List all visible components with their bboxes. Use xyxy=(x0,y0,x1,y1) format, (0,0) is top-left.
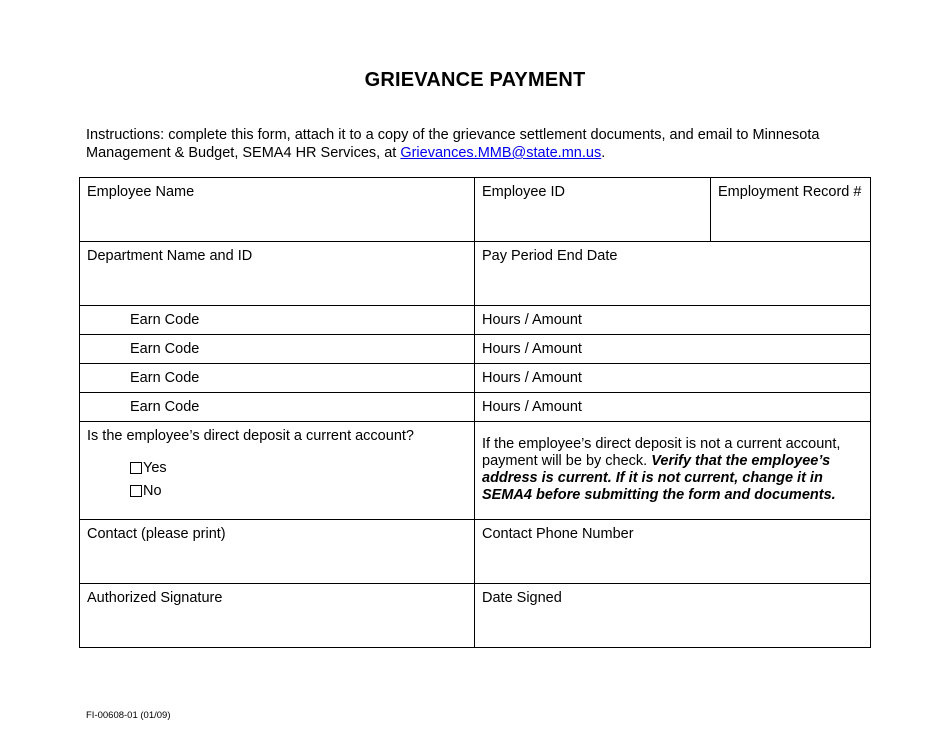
form-title: GRIEVANCE PAYMENT xyxy=(364,69,586,91)
employee-name-label: Employee Name xyxy=(87,184,195,200)
instructions-text: Instructions: complete this form, attach it to a copy of the grievance settlement documents, and email to Minnesota Management & Budget, SEMA4 HR Services, at xyxy=(86,127,820,161)
direct-deposit-note xyxy=(475,422,871,520)
hours-amount-field[interactable] xyxy=(475,306,871,335)
direct-deposit-note-emphasis: Verify that the employee’s address is current. If it is not current, change it in SEMA4 before submitting the form and documents. xyxy=(482,453,836,503)
hours-amount-label: Hours / Amount xyxy=(482,399,582,415)
authorized-signature-field[interactable] xyxy=(80,584,475,648)
pay-period-end-field[interactable] xyxy=(475,242,871,306)
earn-code-field[interactable] xyxy=(80,306,475,335)
no-checkbox[interactable] xyxy=(130,485,142,497)
yes-checkbox[interactable] xyxy=(130,462,142,474)
instructions-end: . xyxy=(601,145,606,161)
date-signed-label: Date Signed xyxy=(482,590,562,606)
no-label: No xyxy=(143,483,162,499)
hours-amount-label: Hours / Amount xyxy=(482,312,582,328)
yes-option[interactable] xyxy=(130,457,474,480)
authorized-signature-label: Authorized Signature xyxy=(87,590,223,606)
yes-label: Yes xyxy=(143,460,167,476)
contact-label: Contact (please print) xyxy=(87,526,226,542)
department-label: Department Name and ID xyxy=(87,248,253,264)
hours-amount-field[interactable] xyxy=(475,364,871,393)
earn-code-field[interactable] xyxy=(80,335,475,364)
employment-record-field[interactable] xyxy=(711,178,871,242)
contact-field[interactable] xyxy=(80,520,475,584)
contact-phone-label: Contact Phone Number xyxy=(482,526,634,542)
hours-amount-label: Hours / Amount xyxy=(482,370,582,386)
no-option[interactable] xyxy=(130,480,474,503)
hours-amount-label: Hours / Amount xyxy=(482,341,582,357)
earn-code-label: Earn Code xyxy=(130,399,200,415)
grievance-form-table xyxy=(79,177,871,648)
date-signed-field[interactable] xyxy=(475,584,871,648)
earn-code-field[interactable] xyxy=(80,364,475,393)
earn-code-label: Earn Code xyxy=(130,312,200,328)
instructions xyxy=(86,126,866,162)
employment-record-label: Employment Record # xyxy=(718,184,862,200)
employee-id-field[interactable] xyxy=(475,178,711,242)
direct-deposit-question: Is the employee’s direct deposit a current account? xyxy=(87,428,414,444)
earn-code-field[interactable] xyxy=(80,393,475,422)
form-number: FI-00608-01 (01/09) xyxy=(86,710,171,721)
direct-deposit-note-text: If the employee’s direct deposit is not a current account, payment will be by check. xyxy=(482,436,841,469)
email-link[interactable]: Grievances.MMB@state.mn.us xyxy=(400,145,602,161)
pay-period-end-label: Pay Period End Date xyxy=(482,248,618,264)
hours-amount-field[interactable] xyxy=(475,335,871,364)
hours-amount-field[interactable] xyxy=(475,393,871,422)
contact-phone-field[interactable] xyxy=(475,520,871,584)
employee-name-field[interactable] xyxy=(80,178,475,242)
direct-deposit-question-cell xyxy=(80,422,475,520)
earn-code-label: Earn Code xyxy=(130,370,200,386)
earn-code-label: Earn Code xyxy=(130,341,200,357)
department-field[interactable] xyxy=(80,242,475,306)
direct-deposit-options xyxy=(87,457,474,503)
employee-id-label: Employee ID xyxy=(482,184,566,200)
